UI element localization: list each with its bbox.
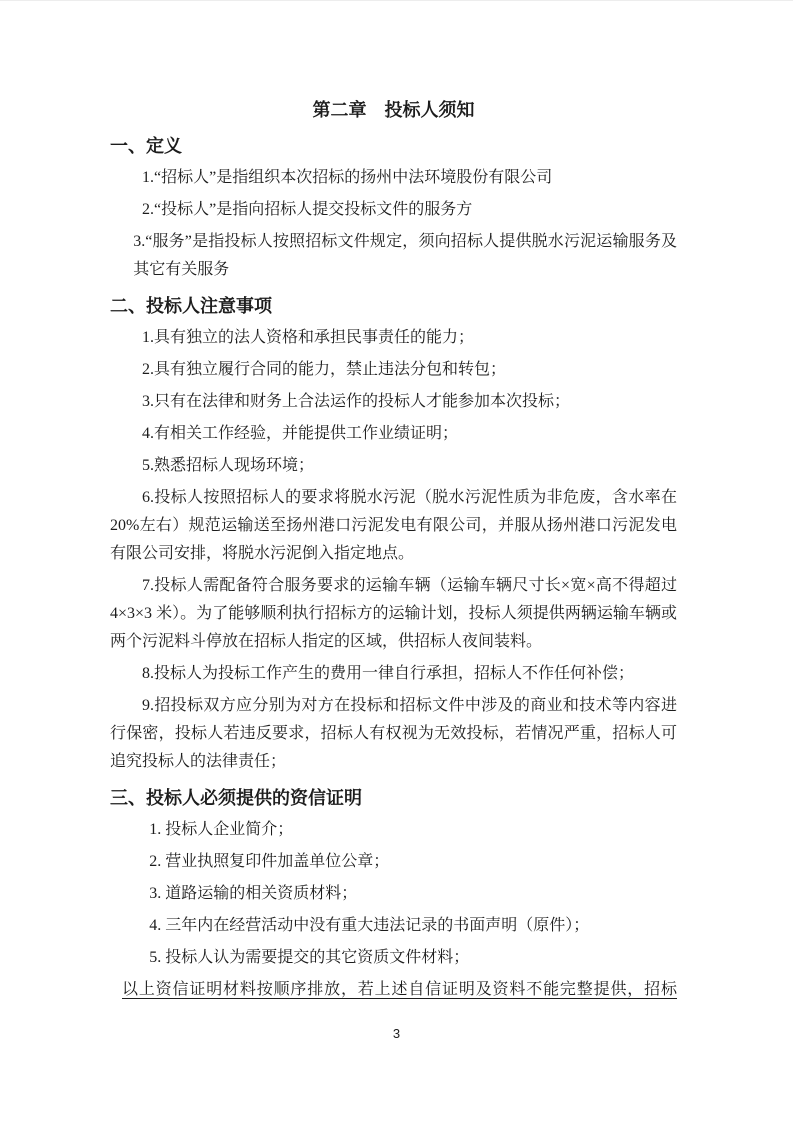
document-page (0, 1, 793, 1123)
doc-paragraph: 1.“招标人”是指组织本次招标的扬州中法环境股份有限公司 (142, 169, 553, 186)
doc-paragraph: 4.有相关工作经验，并能提供工作业绩证明； (142, 425, 459, 442)
doc-paragraph: 6.投标人按照招标人的要求将脱水污泥（脱水污泥性质为非危废，含水率在20%左右）规范运输送至扬州港口污泥发电有限公司，并服从扬州港口污泥发电有限公司安排，将脱水污泥倒入指定地点。 (110, 489, 677, 562)
doc-paragraph: 5.熟悉招标人现场环境； (142, 457, 315, 474)
page-number: 3 (392, 1026, 401, 1041)
doc-paragraph: 2.“投标人”是指向招标人提交投标文件的服务方 (142, 201, 473, 218)
doc-paragraph: 3.只有在法律和财务上合法运作的投标人才能参加本次投标； (142, 393, 571, 410)
list-item: 4. 三年内在经营活动中没有重大违法记录的书面声明（原件）； (149, 917, 590, 934)
doc-paragraph: 8.投标人为投标工作产生的费用一律自行承担，招标人不作任何补偿； (142, 665, 635, 682)
page-title: 第二章 投标人须知 (312, 100, 475, 120)
underlined-note: 以上资信证明材料按顺序排放，若上述自信证明及资料不能完整提供，招标 (122, 981, 677, 998)
list-item: 2. 营业执照复印件加盖单位公章； (149, 853, 390, 870)
doc-paragraph: 9.招投标双方应分别为对方在投标和招标文件中涉及的商业和技术等内容进行保密，投标人若违反要求，招标人有权视为无效投标，若情况严重，招标人可追究投标人的法律责任； (110, 697, 677, 770)
section-definitions (110, 128, 677, 284)
doc-paragraph: 7.投标人需配备符合服务要求的运输车辆（运输车辆尺寸长×宽×高不得超过 4×3×3 米）。为了能够顺利执行招标方的运输计划，投标人须提供两辆运输车辆或两个污泥料斗停放在招标人指定的区域，供招标人夜间装料。 (110, 577, 677, 650)
section-credit-certificates (110, 780, 677, 1004)
section-1-heading: 一、定义 (110, 136, 182, 156)
doc-paragraph: 1.具有独立的法人资格和承担民事责任的能力； (142, 329, 475, 346)
list-item: 3. 道路运输的相关资质材料； (149, 885, 358, 902)
doc-paragraph: 3.“服务”是指投标人按照招标文件规定，须向招标人提供脱水污泥运输服务及其它有关服务 (133, 233, 677, 278)
section-3-heading: 三、投标人必须提供的资信证明 (110, 788, 362, 808)
doc-paragraph: 2.具有独立履行合同的能力，禁止违法分包和转包； (142, 361, 507, 378)
list-item: 1. 投标人企业简介； (149, 821, 294, 838)
section-bidder-notes (110, 288, 677, 776)
list-item: 5. 投标人认为需要提交的其它资质文件材料； (149, 949, 470, 966)
section-2-heading: 二、投标人注意事项 (110, 296, 272, 316)
